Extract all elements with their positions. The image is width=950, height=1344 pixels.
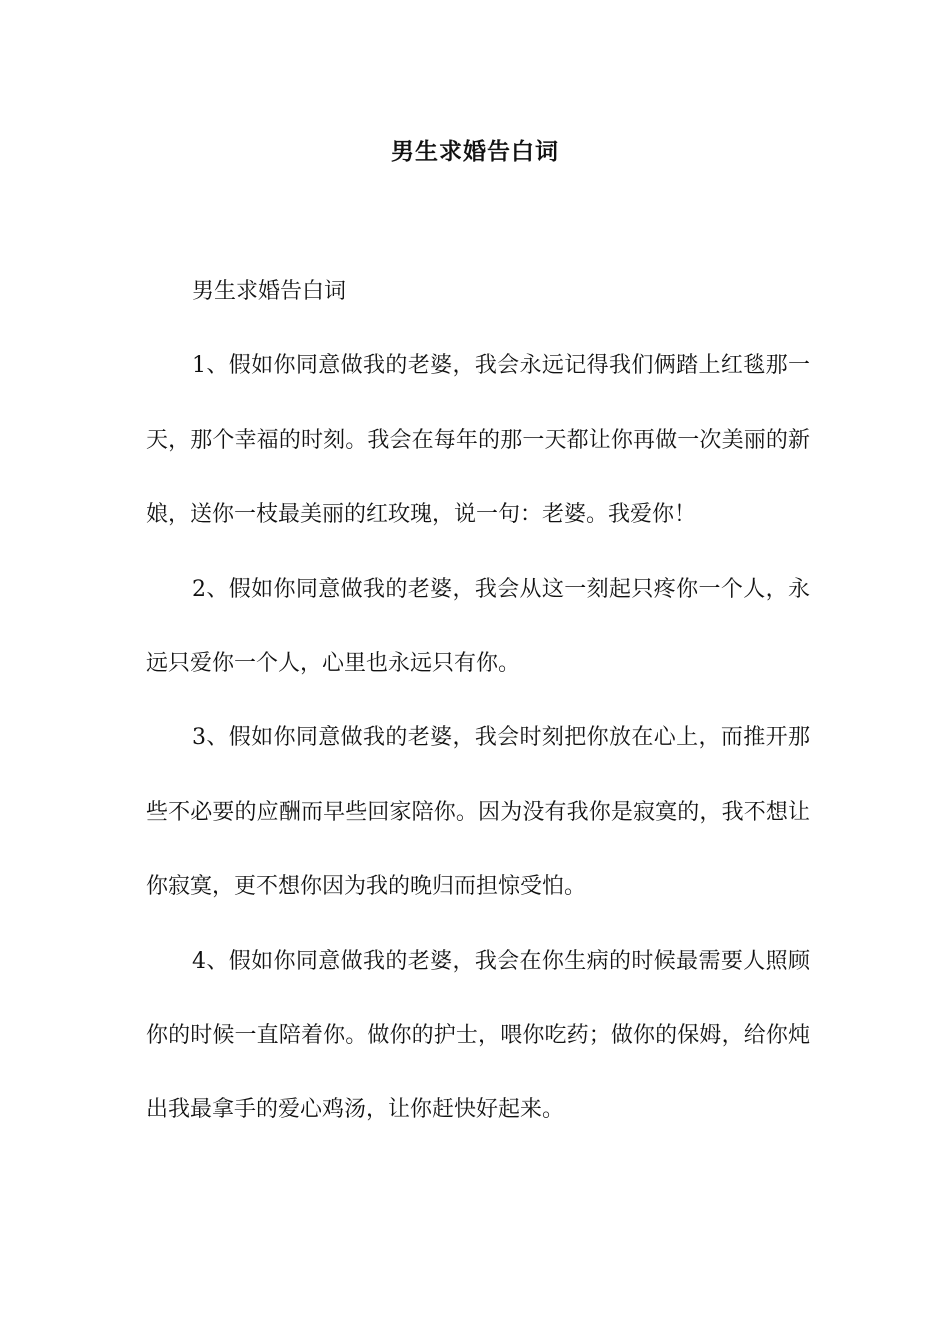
subtitle-paragraph: 男生求婚告白词: [192, 279, 347, 304]
paragraph-2: 2、假如你同意做我的老婆，我会从这一刻起只疼你一个人，永远只爱你一个人，心里也永远只有你。: [146, 576, 810, 677]
document-title: 男生求婚告白词: [391, 138, 559, 165]
paragraph-3: 3、假如你同意做我的老婆，我会时刻把你放在心上，而推开那些不必要的应酬而早些回家陪你。因为没有我你是寂寞的，我不想让你寂寞，更不想你因为我的晚归而担惊受怕。: [146, 725, 810, 900]
document-body: [146, 255, 810, 1148]
paragraph-1: 1、假如你同意做我的老婆，我会永远记得我们俩踏上红毯那一天，那个幸福的时刻。我会在每年的那一天都让你再做一次美丽的新娘，送你一枝最美丽的红玫瑰，说一句：老婆。我爱你！: [146, 353, 810, 528]
paragraph-4: 4、假如你同意做我的老婆，我会在你生病的时候最需要人照顾你的时候一直陪着你。做你的护士，喂你吃药；做你的保姆，给你炖出我最拿手的爱心鸡汤，让你赶快好起来。: [146, 948, 810, 1123]
